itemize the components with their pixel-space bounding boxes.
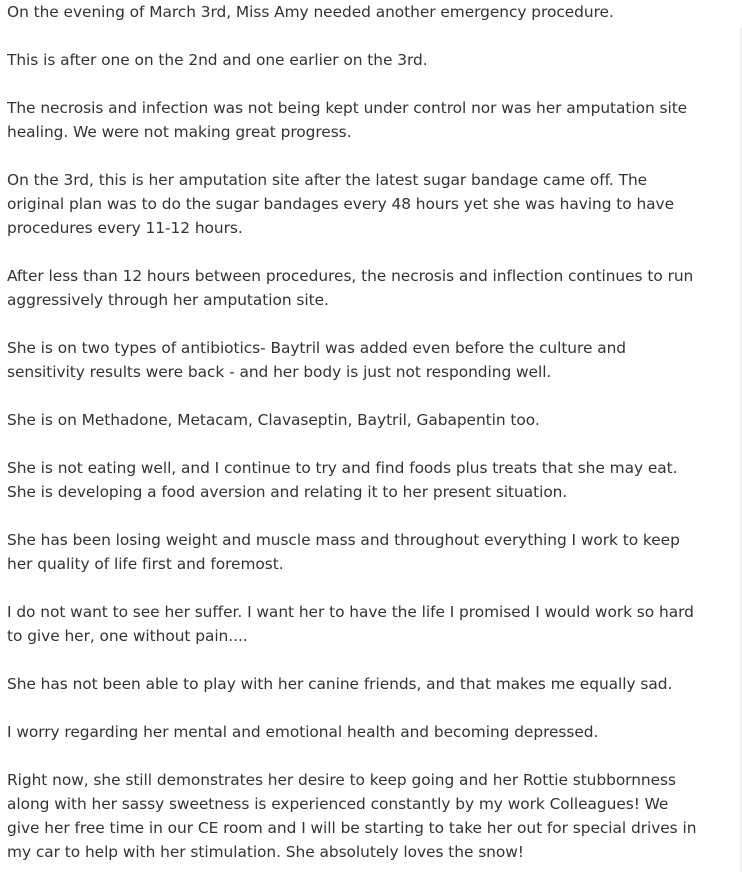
paragraph-7 (7, 408, 647, 432)
paragraph-line: Right now, she still demonstrates her desire to keep going and her Rottie stubbornness (7, 771, 676, 789)
paragraph-line: She has been losing weight and muscle mass and throughout everything I work to keep (7, 531, 680, 549)
paragraph-9 (7, 528, 680, 576)
paragraph-line: original plan was to do the sugar bandages every 48 hours yet she was having to have (7, 195, 675, 213)
paragraph-line: She is on Methadone, Metacam, Clavaseptin, Baytril, Gabapentin too. (7, 411, 540, 429)
paragraph-13 (7, 768, 697, 864)
paragraph-4 (7, 168, 675, 240)
paragraph-8 (7, 456, 678, 504)
paragraph-line: sensitivity results were back - and her body is just not responding well. (7, 363, 552, 381)
paragraph-line: procedures every 11-12 hours. (7, 219, 243, 237)
paragraph-line: healing. We were not making great progress. (7, 123, 352, 141)
paragraph-6 (7, 336, 647, 384)
paragraph-line: her quality of life first and foremost. (7, 555, 284, 573)
article-body (7, 0, 697, 864)
paragraph-line: aggressively through her amputation site. (7, 291, 329, 309)
paragraph-3 (7, 96, 688, 144)
paragraph-line: She is developing a food aversion and relating it to her present situation. (7, 483, 568, 501)
paragraph-line: On the 3rd, this is her amputation site after the latest sugar bandage came off. The (7, 171, 648, 189)
paragraph-line: The necrosis and infection was not being kept under control nor was her amputation site (7, 99, 688, 117)
paragraph-line: She is not eating well, and I continue to try and find foods plus treats that she may eat. (7, 459, 678, 477)
paragraph-1 (7, 0, 647, 24)
paragraph-5 (7, 264, 694, 312)
paragraph-line: I do not want to see her suffer. I want her to have the life I promised I would work so hard (7, 603, 694, 621)
paragraph-line: I worry regarding her mental and emotional health and becoming depressed. (7, 723, 599, 741)
paragraph-11 (7, 672, 673, 696)
paragraph-line: On the evening of March 3rd, Miss Amy needed another emergency procedure. (7, 3, 614, 21)
paragraph-line: She has not been able to play with her canine friends, and that makes me equally sad. (7, 675, 673, 693)
paragraph-12 (7, 720, 647, 744)
paragraph-line: my car to help with her stimulation. She absolutely loves the snow! (7, 843, 524, 861)
paragraph-line: This is after one on the 2nd and one earlier on the 3rd. (7, 51, 428, 69)
paragraph-line: along with her sassy sweetness is experienced constantly by my work Colleagues! We (7, 795, 669, 813)
paragraph-line: to give her, one without pain.... (7, 627, 248, 645)
paragraph-line: give her free time in our CE room and I will be starting to take her out for special drives in (7, 819, 697, 837)
paragraph-line: After less than 12 hours between procedures, the necrosis and inflection continues to run (7, 267, 694, 285)
paragraph-10 (7, 600, 694, 648)
paragraph-2 (7, 48, 647, 72)
paragraph-line: She is on two types of antibiotics- Baytril was added even before the culture and (7, 339, 627, 357)
